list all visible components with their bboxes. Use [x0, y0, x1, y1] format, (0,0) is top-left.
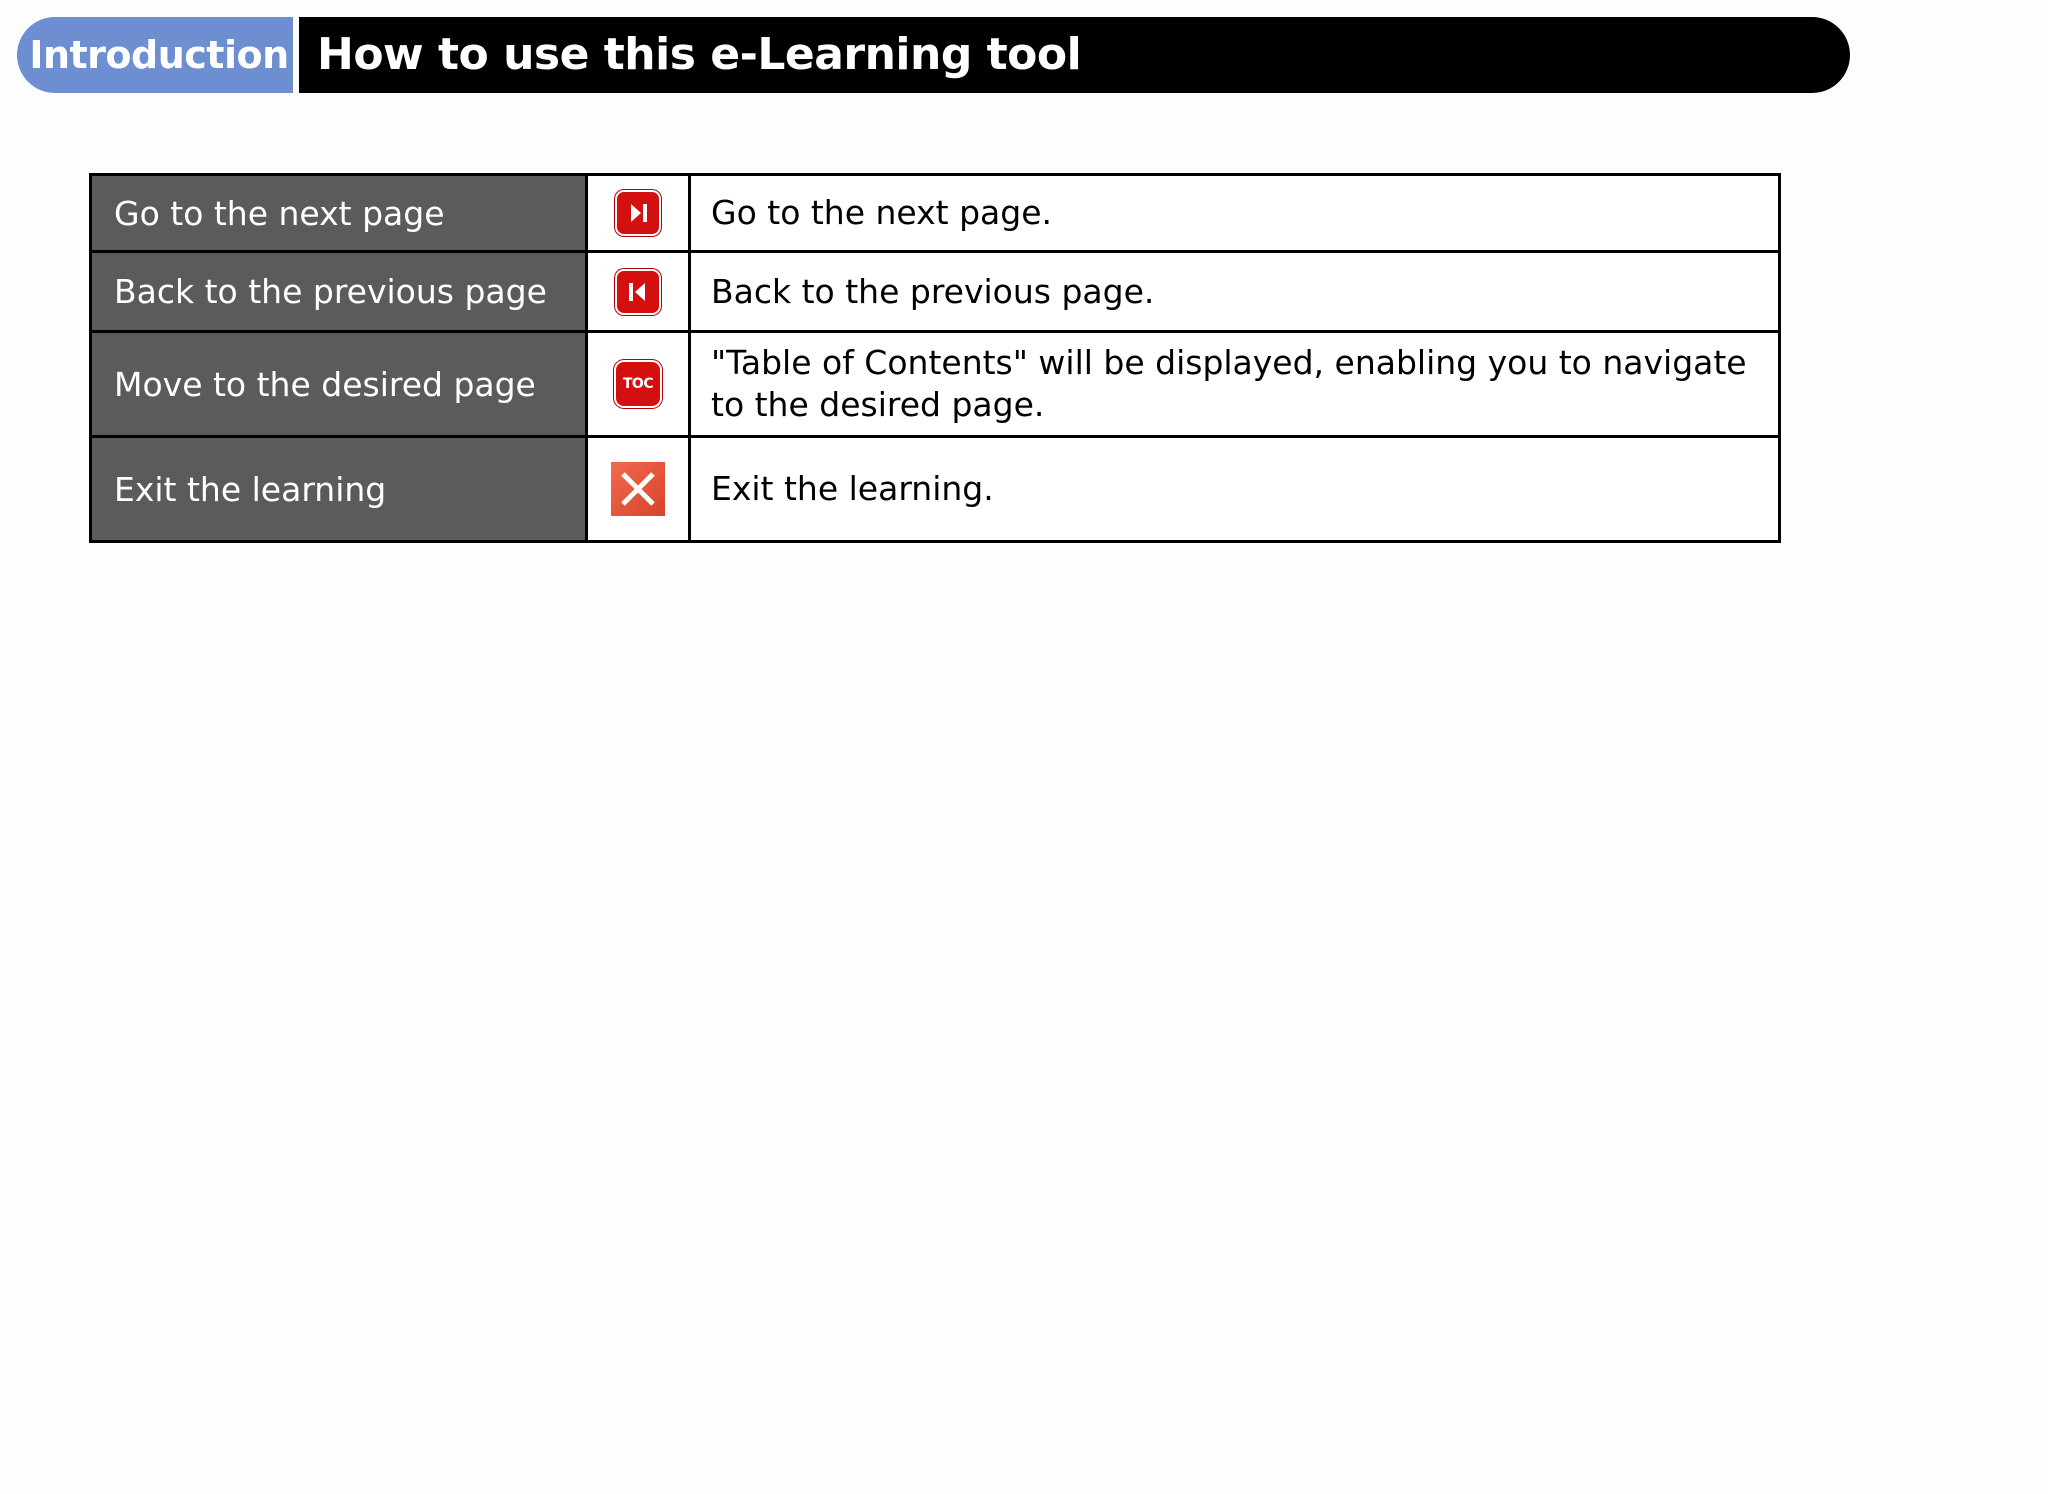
- previous-page-icon[interactable]: [615, 269, 661, 315]
- page-title: How to use this e-Learning tool: [299, 17, 1850, 93]
- icon-cell: [587, 175, 690, 252]
- toc-icon[interactable]: TOC: [614, 360, 662, 408]
- header: [17, 17, 1850, 93]
- action-description: "Table of Contents" will be displayed, enabling you to navigate to the desired page.: [690, 332, 1780, 437]
- action-label: Move to the desired page: [91, 332, 587, 437]
- action-label: Go to the next page: [91, 175, 587, 252]
- action-label: Exit the learning: [91, 437, 587, 542]
- exit-icon[interactable]: [611, 462, 665, 516]
- table-row: [91, 252, 1780, 332]
- icon-cell: [587, 252, 690, 332]
- table-row: [91, 332, 1780, 437]
- next-page-icon[interactable]: [615, 190, 661, 236]
- icon-cell: [587, 437, 690, 542]
- section-label: Introduction: [17, 17, 293, 93]
- action-description: Exit the learning.: [690, 437, 1780, 542]
- action-label: Back to the previous page: [91, 252, 587, 332]
- navigation-help-table: [89, 173, 1781, 543]
- table-row: [91, 437, 1780, 542]
- table-row: [91, 175, 1780, 252]
- icon-cell: [587, 332, 690, 437]
- action-description: Go to the next page.: [690, 175, 1780, 252]
- action-description: Back to the previous page.: [690, 252, 1780, 332]
